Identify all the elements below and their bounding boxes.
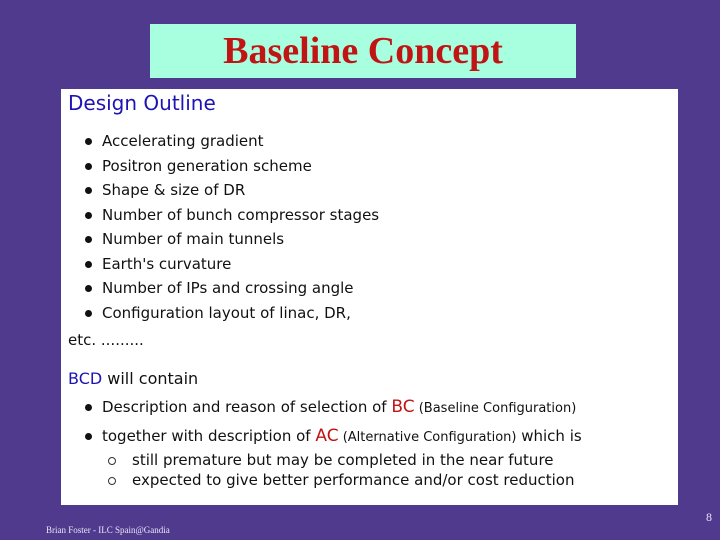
- sub-bullet-icon: [108, 477, 116, 485]
- content-panel: [61, 89, 678, 505]
- bullet-icon: [85, 212, 92, 219]
- bullet-icon: [85, 310, 92, 317]
- footer-text: Brian Foster - ILC Spain@Gandia: [46, 525, 170, 535]
- ac-line-text: together with description of: [102, 427, 316, 445]
- outline-item: Number of IPs and crossing angle: [102, 279, 354, 297]
- bcd-abbr: BCD: [68, 369, 103, 388]
- outline-item: Number of main tunnels: [102, 230, 285, 248]
- bullet-icon: [85, 138, 92, 145]
- design-outline-heading: Design Outline: [68, 91, 216, 115]
- ac-post: which is: [516, 427, 582, 445]
- bullet-icon: [85, 433, 92, 440]
- bcd-rest: will contain: [102, 369, 199, 388]
- bullet-icon: [85, 236, 92, 243]
- bullet-icon: [85, 187, 92, 194]
- outline-item: Earth's curvature: [102, 255, 232, 273]
- bullet-icon: [85, 285, 92, 292]
- outline-item: Number of bunch compressor stages: [102, 206, 380, 224]
- bullet-icon: [85, 163, 92, 170]
- outline-item: Configuration layout of linac, DR,: [102, 304, 351, 322]
- outline-item: Positron generation scheme: [102, 157, 312, 175]
- ac-line: [102, 428, 582, 445]
- title-box: [150, 24, 576, 78]
- sub-bullet-icon: [108, 457, 116, 465]
- bcd-heading: [68, 371, 198, 387]
- bullet-icon: [85, 404, 92, 411]
- bullet-icon: [85, 261, 92, 268]
- slide-title: Baseline Concept: [223, 30, 503, 72]
- bc-note: (Baseline Configuration): [414, 401, 577, 416]
- ac-abbr: AC: [315, 426, 339, 446]
- sub-item: expected to give better performance and/or cost reduction: [132, 471, 575, 489]
- sub-item: still premature but may be completed in the near future: [132, 451, 554, 469]
- bc-abbr: BC: [391, 397, 415, 417]
- outline-item: Shape & size of DR: [102, 181, 246, 199]
- bc-line-text: Description and reason of selection of: [102, 398, 392, 416]
- ac-note: (Alternative Configuration): [338, 430, 517, 445]
- bc-line: [102, 399, 576, 416]
- page-number: 8: [706, 510, 712, 524]
- etc-text: etc. .........: [68, 331, 144, 349]
- outline-item: Accelerating gradient: [102, 132, 264, 150]
